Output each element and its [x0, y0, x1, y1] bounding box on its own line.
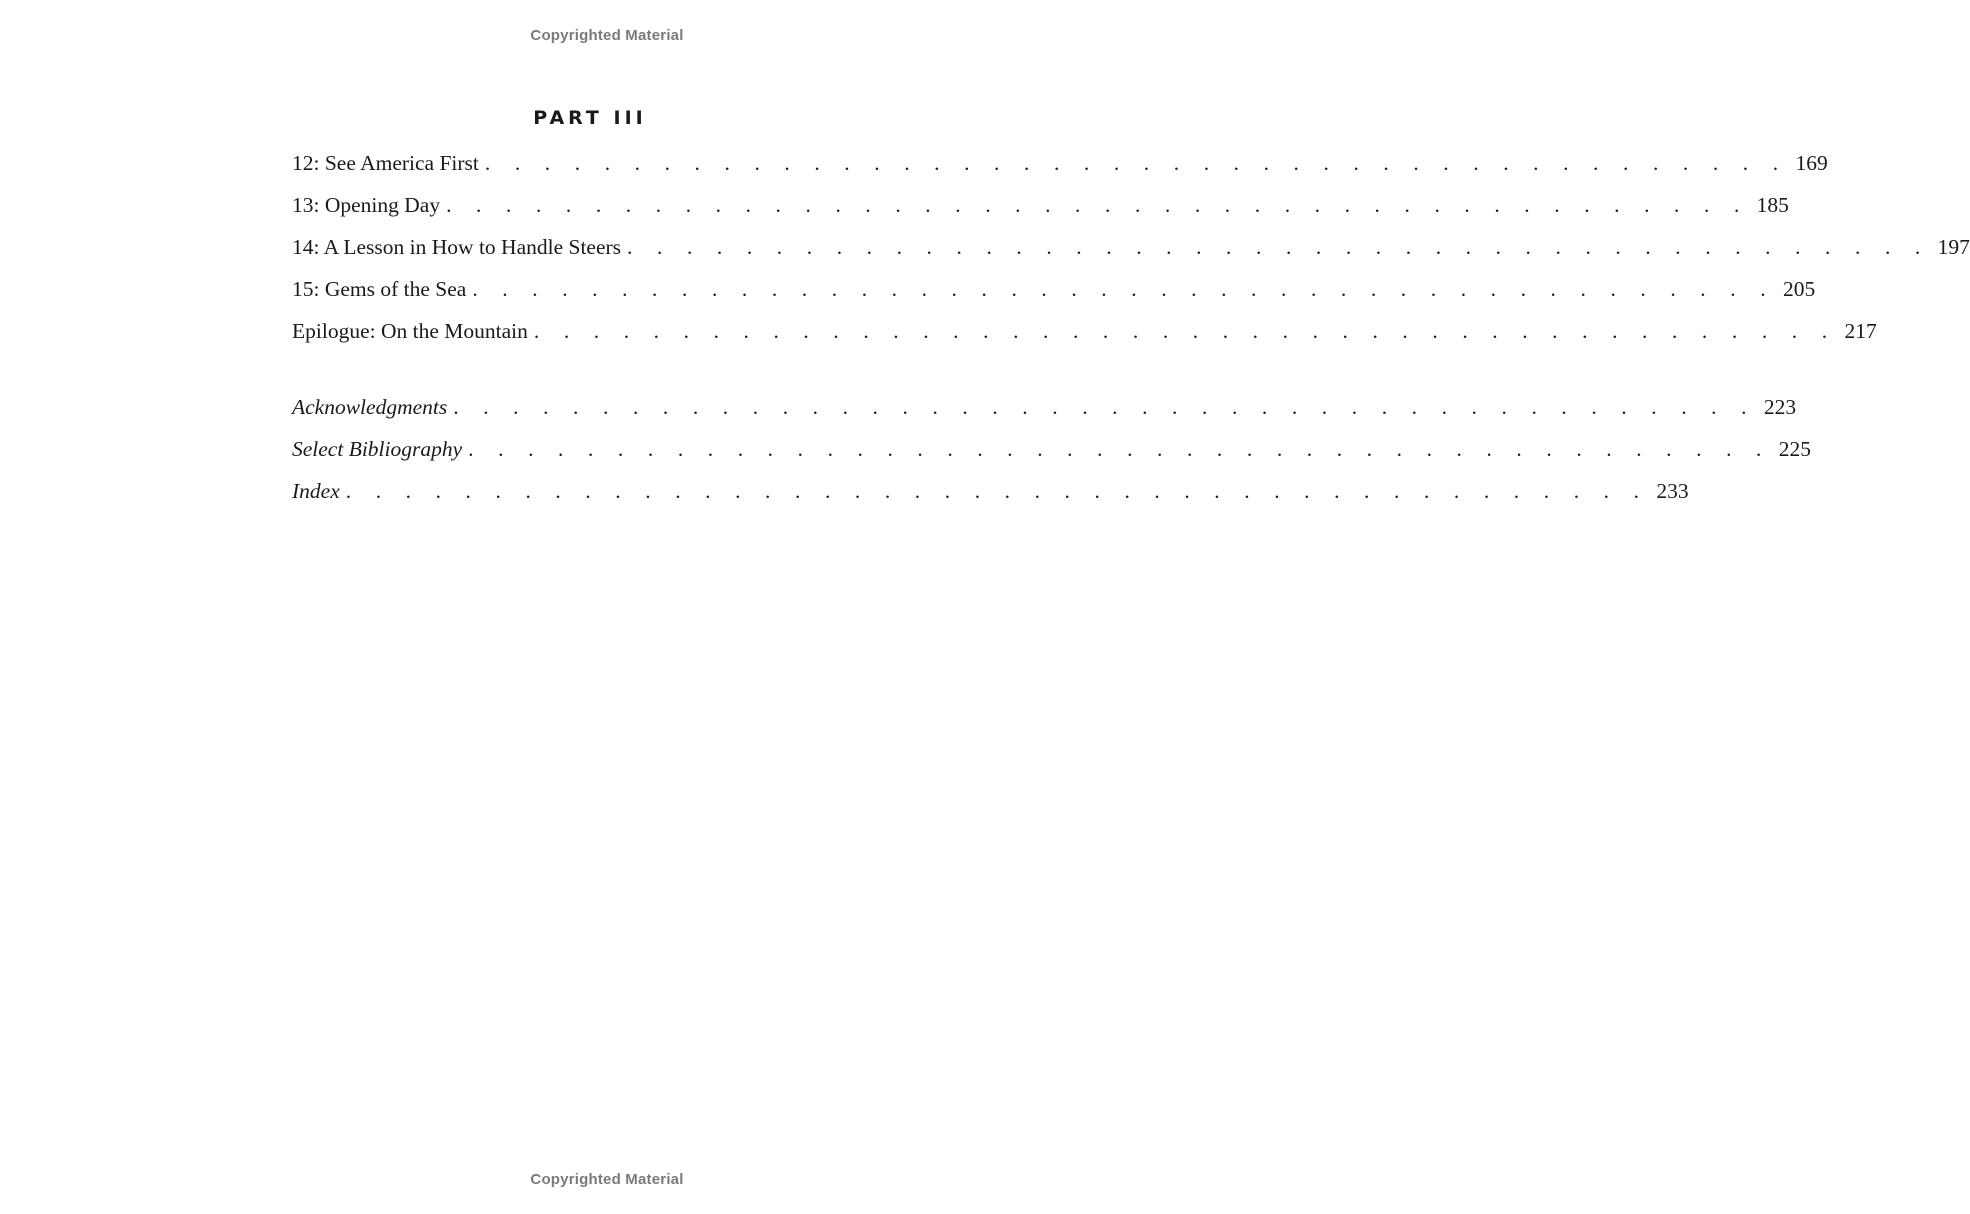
- toc-chapters: [292, 147, 1970, 357]
- toc-entry-title: 15: Gems of the Sea: [292, 277, 467, 301]
- toc-entry-page: 169: [1795, 151, 1828, 175]
- toc-entry[interactable]: [292, 315, 1877, 357]
- toc-entry-title: Epilogue: On the Mountain: [292, 319, 528, 343]
- toc-entry-title: Acknowledgments: [292, 395, 448, 419]
- dot-leader: . . . . . . . . . . . . . . . . . . . . . . . . . . . . . . . . . . . . . . . . . . . .: [484, 151, 1788, 175]
- toc-entry[interactable]: [292, 147, 1828, 189]
- dot-leader: . . . . . . . . . . . . . . . . . . . . . . . . . . . . . . . . . . . . . . . . . . . .: [533, 319, 1837, 343]
- dot-leader: . . . . . . . . . . . . . . . . . . . . . . . . . . . . . . . . . . . . . . . . . . . .: [627, 235, 1930, 259]
- dot-leader: . . . . . . . . . . . . . . . . . . . . . . . . . . . . . . . . . . . . . . . . . . . .: [345, 479, 1649, 503]
- toc-entry-page: 185: [1756, 193, 1789, 217]
- part-heading: PART III: [533, 107, 647, 129]
- toc-entry[interactable]: [292, 475, 1689, 517]
- toc-entry-title: 13: Opening Day: [292, 193, 441, 217]
- dot-leader: . . . . . . . . . . . . . . . . . . . . . . . . . . . . . . . . . . . . . . . . . . . .: [453, 395, 1757, 419]
- toc-entry[interactable]: [292, 231, 1970, 273]
- copyright-watermark-top: Copyrighted Material: [530, 27, 684, 44]
- toc-entry-title: 12: See America First: [292, 151, 479, 175]
- toc-entry-page: 223: [1763, 395, 1797, 419]
- toc-entry[interactable]: [292, 433, 1811, 475]
- toc-entry-title: 14: A Lesson in How to Handle Steers: [292, 235, 622, 259]
- toc-entry[interactable]: [292, 189, 1789, 231]
- dot-leader: . . . . . . . . . . . . . . . . . . . . . . . . . . . . . . . . . . . . . . . . . . . .: [472, 277, 1776, 301]
- dot-leader: . . . . . . . . . . . . . . . . . . . . . . . . . . . . . . . . . . . . . . . . . . . .: [446, 193, 1749, 217]
- toc-entry-title: Index: [292, 479, 340, 503]
- toc-entry-title: Select Bibliography: [292, 437, 463, 461]
- toc-entry-page: 233: [1656, 479, 1689, 503]
- copyright-watermark-bottom: Copyrighted Material: [530, 1171, 684, 1188]
- toc-entry-page: 197: [1937, 235, 1970, 259]
- toc-entry-page: 225: [1778, 437, 1811, 461]
- toc-entry[interactable]: [292, 273, 1816, 315]
- toc-entry[interactable]: [292, 391, 1797, 433]
- toc-entry-page: 217: [1844, 319, 1877, 343]
- dot-leader: . . . . . . . . . . . . . . . . . . . . . . . . . . . . . . . . . . . . . . . . . . . .: [468, 437, 1771, 461]
- toc-back-matter: [292, 391, 1811, 517]
- toc-entry-page: 205: [1782, 277, 1816, 301]
